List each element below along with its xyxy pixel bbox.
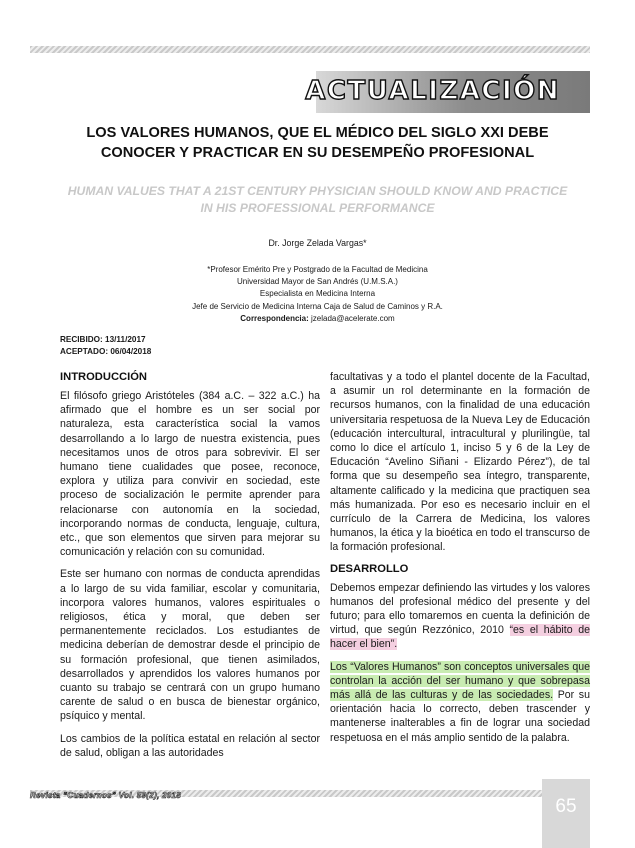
intro-paragraph-1: El filósofo griego Aristóteles (384 a.C. – 322 a.C.) ha afirmado que el hombre es un ser social por naturaleza, esta característica social la vamos desarrollando a lo largo de nuestra existencia, pues necesitamos unos de otros para sobrevivir. El ser humano tiene cualidades que posee, reconoce, explora y utiliza para convivir en sociedad, este proceso de socialización le permite aprender para relacionarse con autonomía en la sociedad, incorporando normas de conducta, lenguaje, cultura, etc., que son elementos que sirven para mejorar su comunicación y relación con su comunidad. [60, 390, 320, 559]
affiliation-line: Jefe de Servicio de Medicina Interna Caja de Salud de Caminos y R.A. [192, 301, 443, 311]
author-name: Dr. Jorge Zelada Vargas* [268, 238, 367, 248]
desarrollo-heading: DESARROLLO [330, 562, 409, 575]
left-column [60, 370, 320, 768]
dates-block [60, 334, 151, 357]
affiliation-line: *Profesor Emérito Pre y Postgrado de la Facultad de Medicina [207, 265, 428, 274]
title-english [40, 183, 595, 217]
intro-paragraph-2: Este ser humano con normas de conducta aprendidas a lo largo de su vida familiar, escolar y comunitaria, incorpora valores humanos, valores espirituales o religiosos, ética y moral, que deben ser permanentemente reciclados. Los estudiantes de medicina deberían de demostrar desde el principio de su formación profesional, que tienen asimilados, desarrollados y aprendidos los valores humanos por cuanto su trabajo se centrará con un grupo humano carente de salud o en busca de bienestar orgánico, psíquico y mental. [60, 568, 320, 723]
title-spanish [40, 123, 595, 163]
title-spanish-line: CONOCER Y PRACTICAR EN SU DESEMPEÑO PROFESIONAL [100, 145, 535, 161]
affiliation-line: Especialista en Medicina Interna [259, 289, 376, 299]
section-label: ACTUALIZACIÓN [305, 76, 560, 106]
affiliation-line: Universidad Mayor de San Andrés (U.M.S.A.) [237, 277, 398, 287]
section-banner [305, 71, 590, 113]
affiliation-block [0, 264, 635, 325]
accepted-date: ACEPTADO: 06/04/2018 [60, 346, 152, 356]
correspondence-line [0, 313, 635, 325]
title-english-line: IN HIS PROFESSIONAL PERFORMANCE [200, 201, 435, 215]
journal-footer: Revista “Cuadernos” Vol. 59(2), 2018 [30, 791, 182, 800]
right-paragraph-3 [330, 660, 590, 745]
page-number: 65 [555, 796, 577, 817]
right-paragraph-2-text: Debemos empezar definiendo las virtudes y los valores humanos del profesional médico del presente y del futuro; para ello tomaremos en cuenta la definición de virtud, que según Rezzónico, 2010 [330, 581, 590, 637]
correspondence-label: Correspondencia: [240, 313, 309, 323]
top-decorative-band [30, 46, 590, 53]
virtue-quote-highlight: “es el hábito de hacer el bien”. [330, 624, 590, 651]
right-paragraph-3-text: Por su orientación hacia lo correcto, deben trascender y mantenerse inalterables a fin de lograr una sociedad respetuosa en el más amplio sentido de la palabra. [330, 689, 590, 744]
right-paragraph-1: facultativas y a todo el plantel docente de la Facultad, a asumir un rol determinante en la formación de recursos humanos, con la finalidad de una educación universitaria respetuosa de la Nueva Ley de Educación (educación intercultural, intracultural y plurilingüe, tal como lo dice el artículo 1, inciso 5 y 6 de la Ley de Educación “Avelino Siñani - Elizardo Pérez”), de tal forma que su desempeño sea íntegro, transparente, altamente calificado y la medicina que practiquen sea más humanizada. Por eso es necesario incluir en el currículo de la Carrera de Medicina, los valores humanos, la ética y la bioética en todo el transcurso de la formación profesional. [330, 371, 590, 554]
title-english-line: HUMAN VALUES THAT A 21ST CENTURY PHYSICIAN SHOULD KNOW AND PRACTICE [67, 184, 568, 198]
correspondence-email[interactable]: jzelada@acelerate.com [310, 313, 395, 323]
intro-heading: INTRODUCCIÓN [60, 371, 148, 383]
right-column [330, 370, 590, 753]
right-paragraph-2 [330, 581, 590, 652]
title-spanish-line: LOS VALORES HUMANOS, QUE EL MÉDICO DEL SIGLO XXI DEBE [86, 125, 549, 141]
values-definition-highlight: Los “Valores Humanos” son conceptos universales que controlan la acción del ser humano y que sobrepasa más allá de las culturas y de las sociedades. [330, 660, 590, 702]
intro-paragraph-3: Los cambios de la política estatal en relación al sector de salud, obligan a las autoridades [60, 732, 320, 759]
received-date: RECIBIDO: 13/11/2017 [60, 335, 146, 344]
